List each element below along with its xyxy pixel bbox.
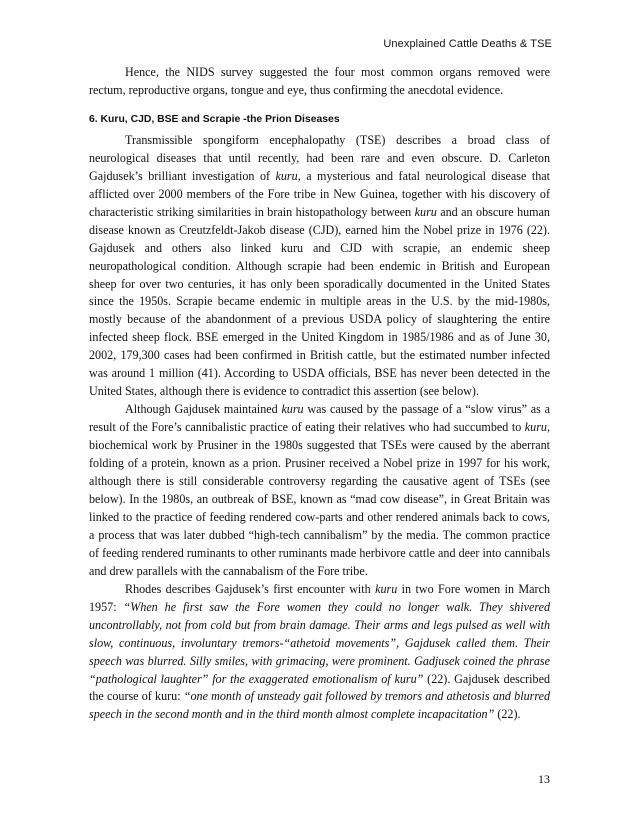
intro-paragraph: Hence, the NIDS survey suggested the four most common organs removed were rectum, reproductive organs, tongue and eye, thus confirming the anecdotal evidence.	[89, 65, 550, 97]
section-heading: 6. Kuru, CJD, BSE and Scrapie -the Prion Diseases	[89, 113, 340, 125]
running-header: Unexplained Cattle Deaths & TSE	[383, 38, 552, 50]
paragraph-tse: Transmissible spongiform encephalopathy (TSE) describes a broad class of neurological diseases that until recently, had been rare and even obscure. D. Carleton Gajdusek’s brilliant investigation of kuru, a mysterious and fatal neurological disease that afflicted over 2000 members of the Fore tribe in New Guinea, together with his discovery of characteristic striking similarities in brain histopathology between kuru and an obscure human disease known as Creutzfeldt-Jakob disease (CJD), earned him the Nobel prize in 1976 (22). Gajdusek and others also linked kuru and CJD with scrapie, an endemic sheep neuropathological condition. Although scrapie had been endemic in British and European sheep for over two centuries, it has only been sporadically documented in the United States since the 1950s. Scrapie became endemic in multiple areas in the U.S. by the mid-1980s, mostly because of the abandonment of a previous USDA policy of slaughtering the entire infected sheep flock. BSE emerged in the United Kingdom in 1985/1986 and as of June 30, 2002, 179,300 cases had been confirmed in British cattle, but the estimated number infected was around 1 million (41). According to USDA officials, BSE has never been detected in the United States, although there is evidence to contradict this assertion (see below).	[89, 132, 550, 399]
kuru-term: kuru	[375, 581, 398, 596]
page-number: 13	[538, 772, 550, 786]
quote-kuru-course: “one month of unsteady gait followed by tremors and athetosis and blurred speech in the second month and in the third month almost complete incapacitation”	[89, 689, 550, 722]
quote-fore-women: “When he first saw the Fore women they could no longer walk. They shivered uncontrollably, not from cold but from brain damage. Their arms and legs pulsed as well with slow, continuous, involuntary tremors-“athetoid movements”, Gajdusek called them. Their speech was blurred. Silly smiles, with grimacing, were prominent. Gadjusek coined the phrase “pathological laughter” for the exaggerated emotionalism of kuru”	[89, 599, 550, 686]
paragraph-rhodes: Rhodes describes Gajdusek’s first encounter with kuru in two Fore women in March 1957: “When he first saw the Fore women they could no longer walk. They shivered uncontrollably, not from cold but from brain damage. Their arms and legs pulsed as well with slow, continuous, involuntary tremors-“athetoid movements”, Gajdusek called them. Their speech was blurred. Silly smiles, with grimacing, were prominent. Gadjusek coined the phrase “pathological laughter” for the exaggerated emotionalism of kuru” (22). Gajdusek described the course of kuru: “one month of unsteady gait followed by tremors and athetosis and blurred speech in the second month and in the third month almost complete incapacitation” (22).	[89, 581, 550, 722]
kuru-term: kuru	[281, 402, 304, 417]
kuru-term: kuru	[275, 168, 298, 183]
kuru-term: kuru	[414, 204, 437, 219]
kuru-term: kuru	[524, 420, 547, 435]
paragraph-prion: Although Gajdusek maintained kuru was caused by the passage of a “slow virus” as a result of the Fore’s cannibalistic practice of eating their relatives who had succumbed to kuru, biochemical work by Prusiner in the 1980s suggested that TSEs were caused by the aberrant folding of a protein, known as a prion. Prusiner received a Nobel prize in 1997 for his work, although there is still considerable controversy regarding the causative agent of TSEs (see below). In the 1980s, an outbreak of BSE, known as “mad cow disease”, in Great Britain was linked to the practice of feeding rendered cow-parts and other rendered animals back to cows, a process that was later dubbed “high-tech cannibalism” by the media. The common practice of feeding rendered ruminants to other ruminants made herbivore cattle and deer into cannibals and drew parallels with the cannabalism of the Fore tribe.	[89, 402, 550, 578]
body-text	[89, 64, 550, 724]
